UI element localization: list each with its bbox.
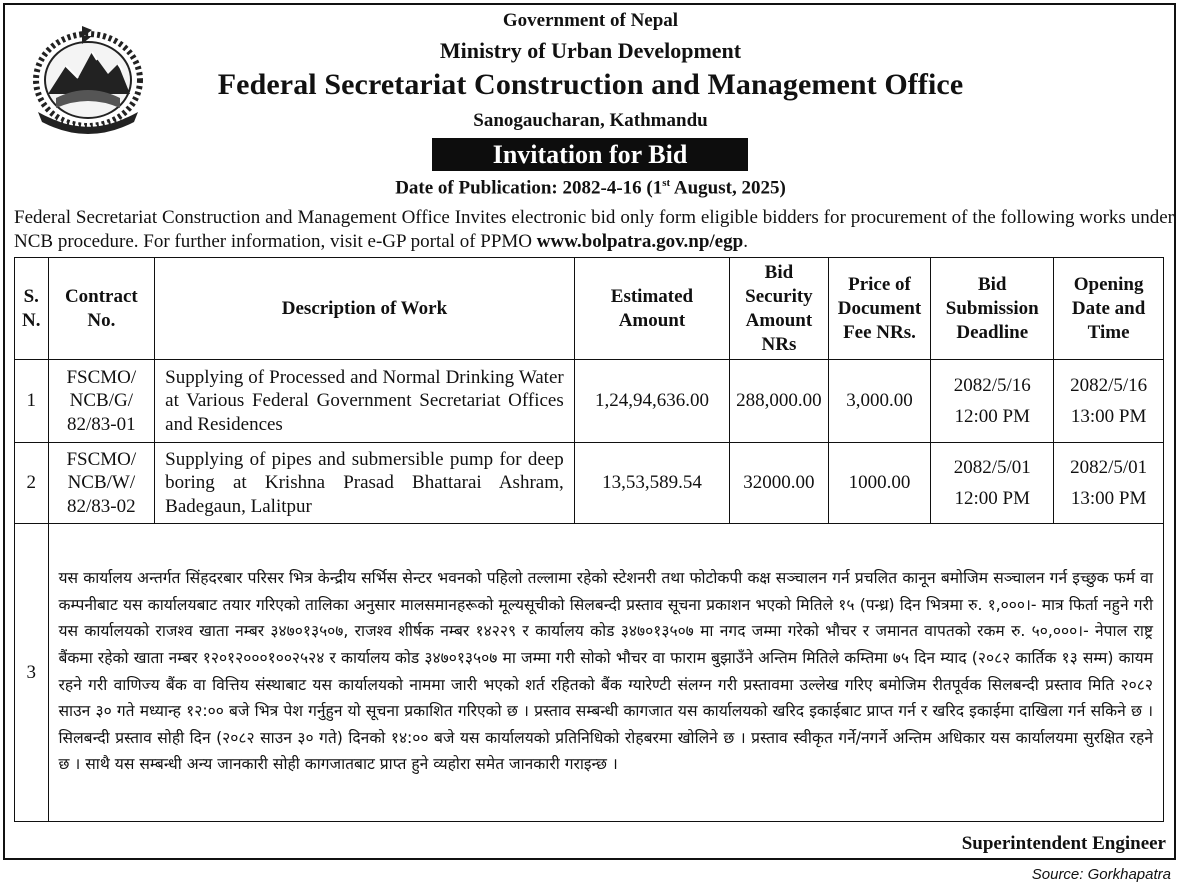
office-heading: Federal Secretariat Construction and Management Office	[217, 68, 964, 101]
source-credit: Source: Gorkhapatra	[1031, 866, 1171, 883]
ministry-heading: Ministry of Urban Development	[439, 38, 742, 63]
signatory: Superintendent Engineer	[961, 833, 1166, 854]
header-contract: Contract No.	[48, 258, 155, 360]
intro-paragraph: Federal Secretariat Construction and Management Office Invites electronic bid only form eligible bidders for procurement of the following works under NCB procedure. For further information, visit e-GP portal of PPMO www.bolpatra.gov.np/egp.	[14, 207, 1174, 252]
cell-deadline: 2082/5/01 12:00 PM	[931, 443, 1054, 524]
cell-fee: 3,000.00	[828, 360, 931, 443]
header-description: Description of Work	[155, 258, 575, 360]
cell-sn: 1	[15, 360, 49, 443]
office-location: Sanogaucharan, Kathmandu	[473, 110, 708, 131]
nepali-notice-text: यस कार्यालय अन्तर्गत सिंहदरबार परिसर भित्र केन्द्रीय सर्भिस सेन्टर भवनको पहिलो तल्लामा रहेको स्टेशनरी तथा फोटोकपी कक्ष सञ्चालन गर्न प्रचलित कानून बमोजिम सञ्चालन गर्न इच्छुक फर्म वा कम्पनीबाट यस कार्यालयबाट तयार गरिएको तालिका अनुसार मालसमानहरूको मूल्यसूचीको सिलबन्दी प्रस्ताव सूचना प्रकाशन भएको मितिले १५ (पन्ध्र) दिन भित्रमा रु. १,०००।- मात्र फिर्ता नहुने गरी यस कार्यालयको राजश्व खाता नम्बर ३४७०१३५०७, राजश्व शीर्षक नम्बर १४२२९ र कार्यालय कोड ३४७०१३५०७ मा नगद जम्मा गरेको भौचर र जमानत वापतको रकम रु. ५०,०००।- नेपाल राष्ट्र बैंकमा रहेको खाता नम्बर १२०१२०००१००२५२४ र कार्यालय कोड ३४७०१३५०७ मा जम्मा गरी सोको भौचर वा फाराम बुझाउँने अन्तिम मितिले कम्तिमा ७५ दिन म्याद (२०८२ कार्तिक १३ सम्म) कायम रहने गरी वाणिज्य बैंक वा वित्तिय संस्थाबाट यस कार्यालयको नाममा जारी भएको शर्त रहितको बैंक ग्यारेण्टी संलग्न गरी प्रस्तावमा उल्लेख गरिए बमोजिम रीतपूर्वक सिलबन्दी प्रस्ताव मिति २०८२ साउन ३० गते मध्यान्ह १२:०० बजे भित्र पेश गर्नुहुन यो सूचना प्रकाशित गरिएको छ । प्रस्ताव सम्बन्धी कागजात यस कार्यालयको खरिद इकाईबाट प्राप्त गर्न र खरिद इकाईमा दाखिला गर्न सकिने छ । सिलबन्दी प्रस्ताव सोही दिन (२०८२ साउन ३० गते) दिनको १४:०० बजे यस कार्यालयको प्रतिनिधिको रोहबरमा खोलिने छ । प्रस्ताव स्वीकृत गर्ने/नगर्ने अन्तिम अधिकार यस कार्यालयमा सुरक्षित रहने छ । साथै यस सम्बन्धी अन्य जानकारी सोही कागजातबाट प्राप्त हुने व्यहोरा समेत जानकारी गराइन्छ ।	[48, 524, 1163, 822]
cell-description: Supplying of Processed and Normal Drinking Water at Various Federal Government Secretariat Offices and Residences	[155, 360, 575, 443]
header-estimate: Estimated Amount	[574, 258, 729, 360]
cell-security: 288,000.00	[730, 360, 829, 443]
header-sn: S. N.	[15, 258, 49, 360]
cell-opening: 2082/5/01 13:00 PM	[1054, 443, 1164, 524]
cell-contract: FSCMO/ NCB/G/ 82/83-01	[48, 360, 155, 443]
table-row-note	[15, 524, 1164, 822]
header-opening: Opening Date and Time	[1054, 258, 1164, 360]
table-header-row	[15, 258, 1164, 360]
header-security: Bid Security Amount NRs	[730, 258, 829, 360]
cell-opening: 2082/5/16 13:00 PM	[1054, 360, 1164, 443]
notice-title: Invitation for Bid	[432, 138, 748, 171]
cell-fee: 1000.00	[828, 443, 931, 524]
header-deadline: Bid Submission Deadline	[931, 258, 1054, 360]
bid-table	[14, 257, 1164, 822]
cell-sn: 3	[15, 524, 49, 822]
cell-contract: FSCMO/ NCB/W/ 82/83-02	[48, 443, 155, 524]
cell-deadline: 2082/5/16 12:00 PM	[931, 360, 1054, 443]
table-row	[15, 443, 1164, 524]
cell-estimate: 13,53,589.54	[574, 443, 729, 524]
cell-description: Supplying of pipes and submersible pump for deep boring at Krishna Prasad Bhattarai Ashram, Badegaun, Lalitpur	[155, 443, 575, 524]
cell-estimate: 1,24,94,636.00	[574, 360, 729, 443]
cell-sn: 2	[15, 443, 49, 524]
cell-security: 32000.00	[730, 443, 829, 524]
header-fee: Price of Document Fee NRs.	[828, 258, 931, 360]
table-row	[15, 360, 1164, 443]
portal-link[interactable]: www.bolpatra.gov.np/egp	[536, 231, 744, 252]
government-heading: Government of Nepal	[502, 10, 679, 31]
publication-date: Date of Publication: 2082-4-16 (1st August, 2025)	[395, 177, 786, 199]
